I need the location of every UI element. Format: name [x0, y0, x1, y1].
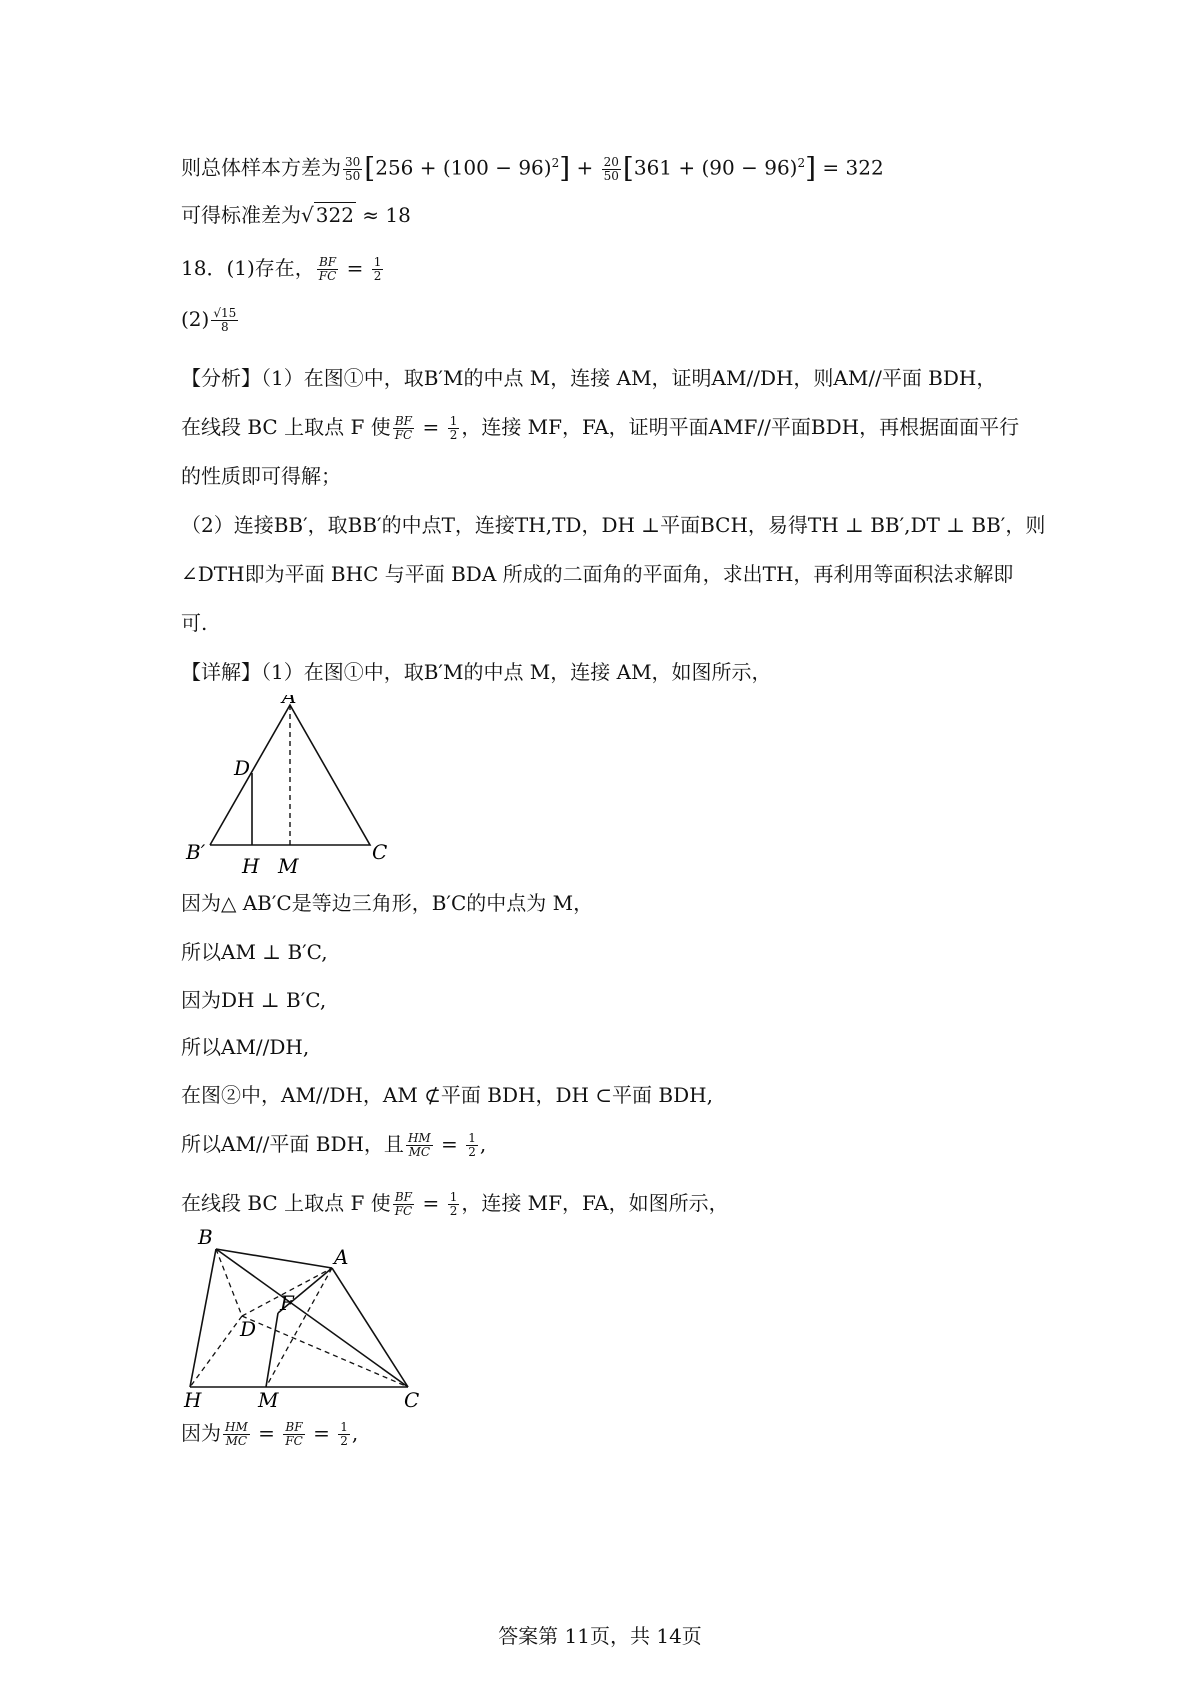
pyramid-figure-2-svg: [180, 1226, 430, 1411]
fraction-numerator: 1: [340, 1420, 348, 1434]
exponent: 2: [551, 156, 560, 170]
equals: =: [434, 1132, 465, 1156]
fraction-numerator: √15: [213, 306, 237, 320]
detail-line-5: 所以AM//DH,: [181, 1035, 310, 1059]
fraction-denominator: 2: [373, 269, 382, 283]
q18-answer-2: [181, 304, 1041, 334]
label-d: D: [234, 756, 251, 780]
label-f: F: [280, 1291, 294, 1315]
equals: =: [416, 1191, 446, 1215]
text-segment: 因为: [181, 1421, 221, 1445]
equals: =: [251, 1421, 282, 1445]
fraction-sqrt15-8: [211, 307, 238, 334]
label-c: C: [404, 1388, 420, 1411]
fraction-1-2: [372, 256, 384, 283]
fraction-denominator: 2: [449, 428, 458, 442]
fraction-numerator: 1: [449, 414, 458, 428]
analysis-line-3: 的性质即可得解；: [181, 464, 341, 488]
detail-line-7: [181, 1129, 1041, 1159]
exponent: 2: [797, 156, 806, 170]
page-footer: 答案第 11页，共 14页: [498, 1624, 702, 1648]
label-h: H: [242, 854, 260, 878]
fraction-bf-fc: [393, 1191, 415, 1218]
label-a: A: [334, 1245, 349, 1269]
detail-line-4: 因为DH ⊥ B′C,: [181, 988, 327, 1012]
fraction-denominator: FC: [394, 428, 413, 442]
fraction-numerator: BF: [317, 256, 339, 270]
text-segment: 在线段 BC 上取点 F 使: [181, 1191, 391, 1215]
fraction-bf-fc: [283, 1421, 305, 1448]
result: = 322: [816, 155, 884, 180]
fraction-denominator: 50: [603, 168, 619, 183]
detail-line-9: [181, 1418, 1041, 1448]
text-segment: ,: [479, 1132, 487, 1156]
detail-line-3: 所以AM ⊥ B′C,: [181, 940, 328, 964]
fraction-denominator: 2: [340, 1434, 348, 1448]
fraction-bf-fc: [393, 415, 415, 442]
fraction-numerator: BF: [393, 415, 415, 429]
variance-line: 则总体样本方差为 $\frac{30}{50}$ $[256 + (100 - 96)^2]$ + $\frac{20}{50}$ $[361 + (90 - 96)^2] = 322$: [181, 151, 884, 185]
fraction-denominator: 2: [468, 1145, 476, 1159]
std-line: 可得标准差为√ 322 ≈ 18: [181, 203, 411, 227]
label-c: C: [372, 840, 388, 864]
label-m: M: [258, 1388, 279, 1411]
triangle-figure-1-svg: [180, 695, 410, 880]
text-segment: ，连接 MF，FA，如图所示，: [461, 1191, 729, 1215]
text-segment: ,: [351, 1421, 359, 1445]
triangle-figure-1: [180, 695, 410, 880]
text-segment: 18．(1)存在，: [181, 256, 315, 280]
text-segment: 则总体样本方差为: [181, 155, 341, 180]
bracket-content: 361 + (90 − 96): [633, 155, 798, 180]
detail-line-8: [181, 1188, 1041, 1218]
sqrt-radicand: 322: [315, 203, 354, 227]
result: ≈ 18: [355, 203, 411, 227]
pyramid-figure-2: [180, 1226, 430, 1411]
fraction-30-50: [343, 156, 362, 183]
fraction-numerator: 30: [345, 154, 361, 169]
plus-sign: +: [570, 155, 600, 180]
analysis-line-1: 【分析】（1）在图①中，取B′M的中点 M，连接 AM，证明AM//DH，则AM//平面 BDH，: [181, 366, 997, 390]
edge-bh: [190, 1249, 216, 1387]
text-segment: 可得标准差为: [181, 203, 301, 227]
fraction-denominator: 8: [220, 320, 229, 334]
fraction-1-2: [466, 1132, 478, 1159]
fraction-denominator: 2: [449, 1204, 458, 1218]
fraction-numerator: HM: [407, 1131, 431, 1145]
analysis-line-2: [181, 412, 1041, 442]
fraction-numerator: 20: [603, 154, 619, 169]
label-d: D: [240, 1317, 257, 1341]
fraction-denominator: FC: [394, 1204, 413, 1218]
fraction-hm-mc: [406, 1132, 433, 1159]
equals: =: [340, 256, 370, 280]
fraction-numerator: 1: [449, 1190, 458, 1204]
fraction-denominator: FC: [318, 269, 337, 283]
fraction-1-2: [448, 1191, 460, 1218]
bracket-content: 256 + (100 − 96): [375, 155, 552, 180]
fraction-denominator: FC: [285, 1434, 303, 1448]
fraction-20-50: [602, 156, 621, 183]
detail-line-6: 在图②中，AM//DH，AM ⊄平面 BDH，DH ⊂平面 BDH,: [181, 1083, 713, 1107]
edge-ac: [332, 1268, 408, 1387]
fraction-bf-fc: [317, 256, 339, 283]
label-b-prime: B′: [186, 840, 206, 864]
detail-line-2: 因为△ AB′C是等边三角形，B′C的中点为 M，: [181, 891, 594, 915]
detail-line-1: 【详解】（1）在图①中，取B′M的中点 M，连接 AM，如图所示，: [181, 660, 772, 684]
text-segment: 所以AM//平面 BDH，且: [181, 1132, 404, 1156]
fraction-numerator: BF: [283, 1421, 305, 1435]
equals: =: [306, 1421, 337, 1445]
label-h: H: [184, 1388, 202, 1411]
fraction-denominator: 50: [345, 168, 361, 183]
fraction-numerator: BF: [393, 1191, 415, 1205]
q18-answer-1: [181, 253, 1041, 283]
segment-fm: [266, 1313, 278, 1387]
label-m: M: [278, 854, 299, 878]
edge-dh: [190, 1316, 242, 1387]
label-a: A: [282, 695, 297, 708]
fraction-numerator: HM: [225, 1420, 248, 1434]
fraction-numerator: 1: [468, 1131, 476, 1145]
equals: =: [416, 415, 446, 439]
fraction-hm-mc: [223, 1421, 250, 1448]
fraction-denominator: MC: [408, 1145, 431, 1159]
analysis-line-6: 可.: [181, 611, 208, 635]
text-segment: ，连接 MF，FA，证明平面AMF//平面BDH，再根据面面平行: [461, 415, 1020, 439]
fraction-1-2: [338, 1421, 350, 1448]
edge-ba: [216, 1249, 332, 1268]
analysis-line-4: （2）连接BB′，取BB′的中点T，连接TH,TD，DH ⊥平面BCH，易得TH ⊥ BB′,DT ⊥ BB′，则: [181, 513, 1046, 537]
analysis-line-5: ∠DTH即为平面 BHC 与平面 BDA 所成的二面角的平面角，求出TH，再利用等面积法求解即: [181, 562, 1014, 586]
text-segment: 在线段 BC 上取点 F 使: [181, 415, 391, 439]
label-b: B: [198, 1226, 213, 1249]
fraction-numerator: 1: [373, 255, 382, 269]
text-segment: (2): [181, 307, 210, 331]
fraction-denominator: MC: [225, 1434, 248, 1448]
fraction-1-2: [448, 415, 460, 442]
